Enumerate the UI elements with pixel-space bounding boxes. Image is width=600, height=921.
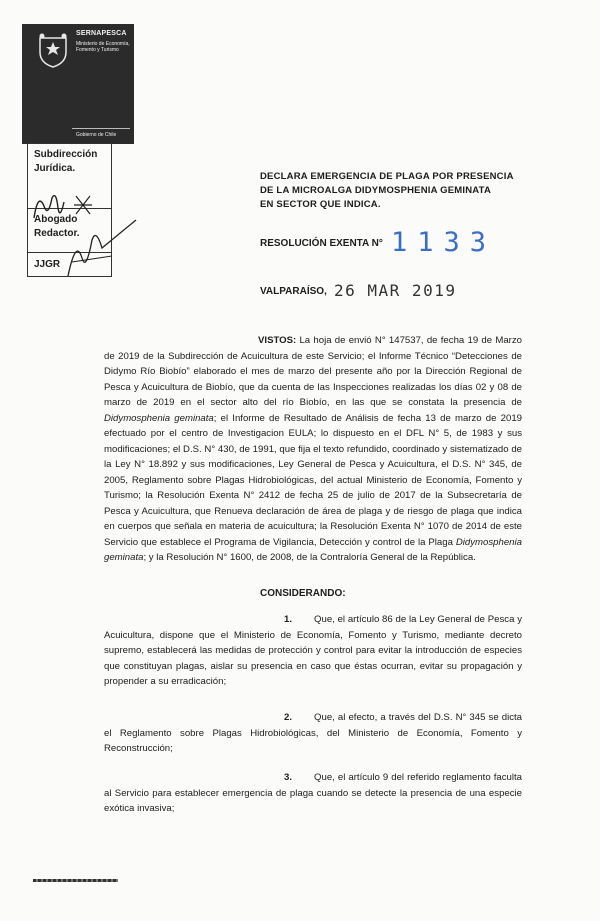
department-line-1: Subdirección: [34, 149, 98, 160]
logo-divider: [72, 128, 130, 129]
species-name: Didymosphenia geminata: [104, 536, 522, 563]
date-stamp: 26 MAR 2019: [334, 281, 457, 300]
resolution-subject: [260, 170, 560, 212]
initials-cell: JJGR: [34, 259, 61, 270]
handwritten-signature: [62, 218, 142, 278]
drafter-line-2: Redactor.: [34, 228, 80, 239]
department-cell: [28, 148, 111, 176]
vistos-paragraph: [104, 333, 522, 566]
footer-mark: [33, 879, 118, 882]
place-label: VALPARAÍSO,: [260, 286, 327, 297]
vistos-text-2: ; el Informe de Resultado de Análisis de fecha 13 de marzo de 2019 efectuado por el centro de Investigacion EULA; lo dispuesto en el DFL N° 5, de 1983 y sus modificaciones; el D.S. N° 430, de 1991, que fija el texto refundido, coordinado y sistematizado de la Ley N° 18.892 y sus modificaciones, Ley General de Pesca y Acuicultura, el D.S. N° 345, de 2005, Reglamento sobre Plagas Hidrobiológicas, del actual Ministerio de Economía, Fomento y Turismo; la Resolución Exenta N° 2412 de fecha 25 de julio de 2017 de la Subsecretaría de Pesca y Acuicultura, que Renueva declaración de área de plaga y de riesgo de plaga que indica en cuerpos que señala en materia de acuicultura; la Resolución Exenta N° 1070 de 2014 de este Servicio que establece el Programa de Vigilancia, Detección y control de la Plaga: [104, 412, 522, 548]
sernapesca-logo: [22, 24, 134, 144]
government-label: Gobierno de Chile: [76, 132, 117, 138]
vistos-lead: VISTOS:: [258, 335, 297, 346]
species-name: Didymosphenia geminata: [104, 412, 214, 424]
vistos-text-3: ; y la Resolución N° 1600, de 2008, de la Contraloría General de la República.: [143, 552, 476, 563]
subject-line-3: EN SECTOR QUE INDICA.: [260, 199, 381, 210]
considerando-title: CONSIDERANDO:: [260, 588, 346, 599]
item-text: Que, el artículo 86 de la Ley General de Pesca y Acuicultura, dispone que el Ministerio de Economía, Fomento y Turismo, mediante decreto supremo, establecerá las medidas de protección y control para evitar la introducción de especies que constituyan plagas, aislar su presencia en caso que éstas ocurran, evitar su propagación y propender a su erradicación;: [104, 614, 522, 687]
item-number: 1.: [284, 614, 293, 625]
coat-of-arms-icon: [36, 32, 70, 68]
considerando-item: [104, 710, 522, 757]
considerando-item: [104, 770, 522, 817]
department-line-2: Jurídica.: [34, 163, 76, 174]
considerando-item: [104, 612, 522, 690]
item-text: Que, al efecto, a través del D.S. N° 345 se dicta el Reglamento sobre Plagas Hidrobiológicas, del Ministerio de Economía, Fomento y Reconstrucción;: [104, 712, 522, 754]
subject-line-1: DECLARA EMERGENCIA DE PLAGA POR PRESENCIA: [260, 171, 514, 182]
resolution-number-stamp: 1133: [391, 227, 497, 258]
resolution-label: RESOLUCIÓN EXENTA N°: [260, 238, 383, 249]
item-number: 3.: [284, 772, 293, 783]
subject-line-2: DE LA MICROALGA DIDYMOSPHENIA GEMINATA: [260, 185, 492, 196]
item-number: 2.: [284, 712, 293, 723]
org-name: SERNAPESCA: [76, 30, 127, 37]
ministry-name: Ministerio de Economía, Fomento y Turismo: [76, 41, 130, 53]
vistos-text-1: La hoja de envió N° 147537, de fecha 19 de Marzo de 2019 de la Subdirección de Acuicultura de este Servicio; el Informe Técnico “Detecciones de Didymo Río Biobío” elaborado el mes de marzo del presente año por la Dirección Regional de Pesca y Acuicultura de Biobío, que da cuenta de las Inspecciones realizadas los días 02 y 08 de marzo de 2019 en el sector alto del río Biobío, en las que se constata la presencia de: [104, 335, 522, 408]
item-text: Que, el artículo 9 del referido reglamento faculta al Servicio para establecer emergencia de plaga cuando se detecte la presencia de una especie exótica invasiva;: [104, 772, 522, 814]
drafter-line-1: Abogado: [34, 214, 78, 225]
